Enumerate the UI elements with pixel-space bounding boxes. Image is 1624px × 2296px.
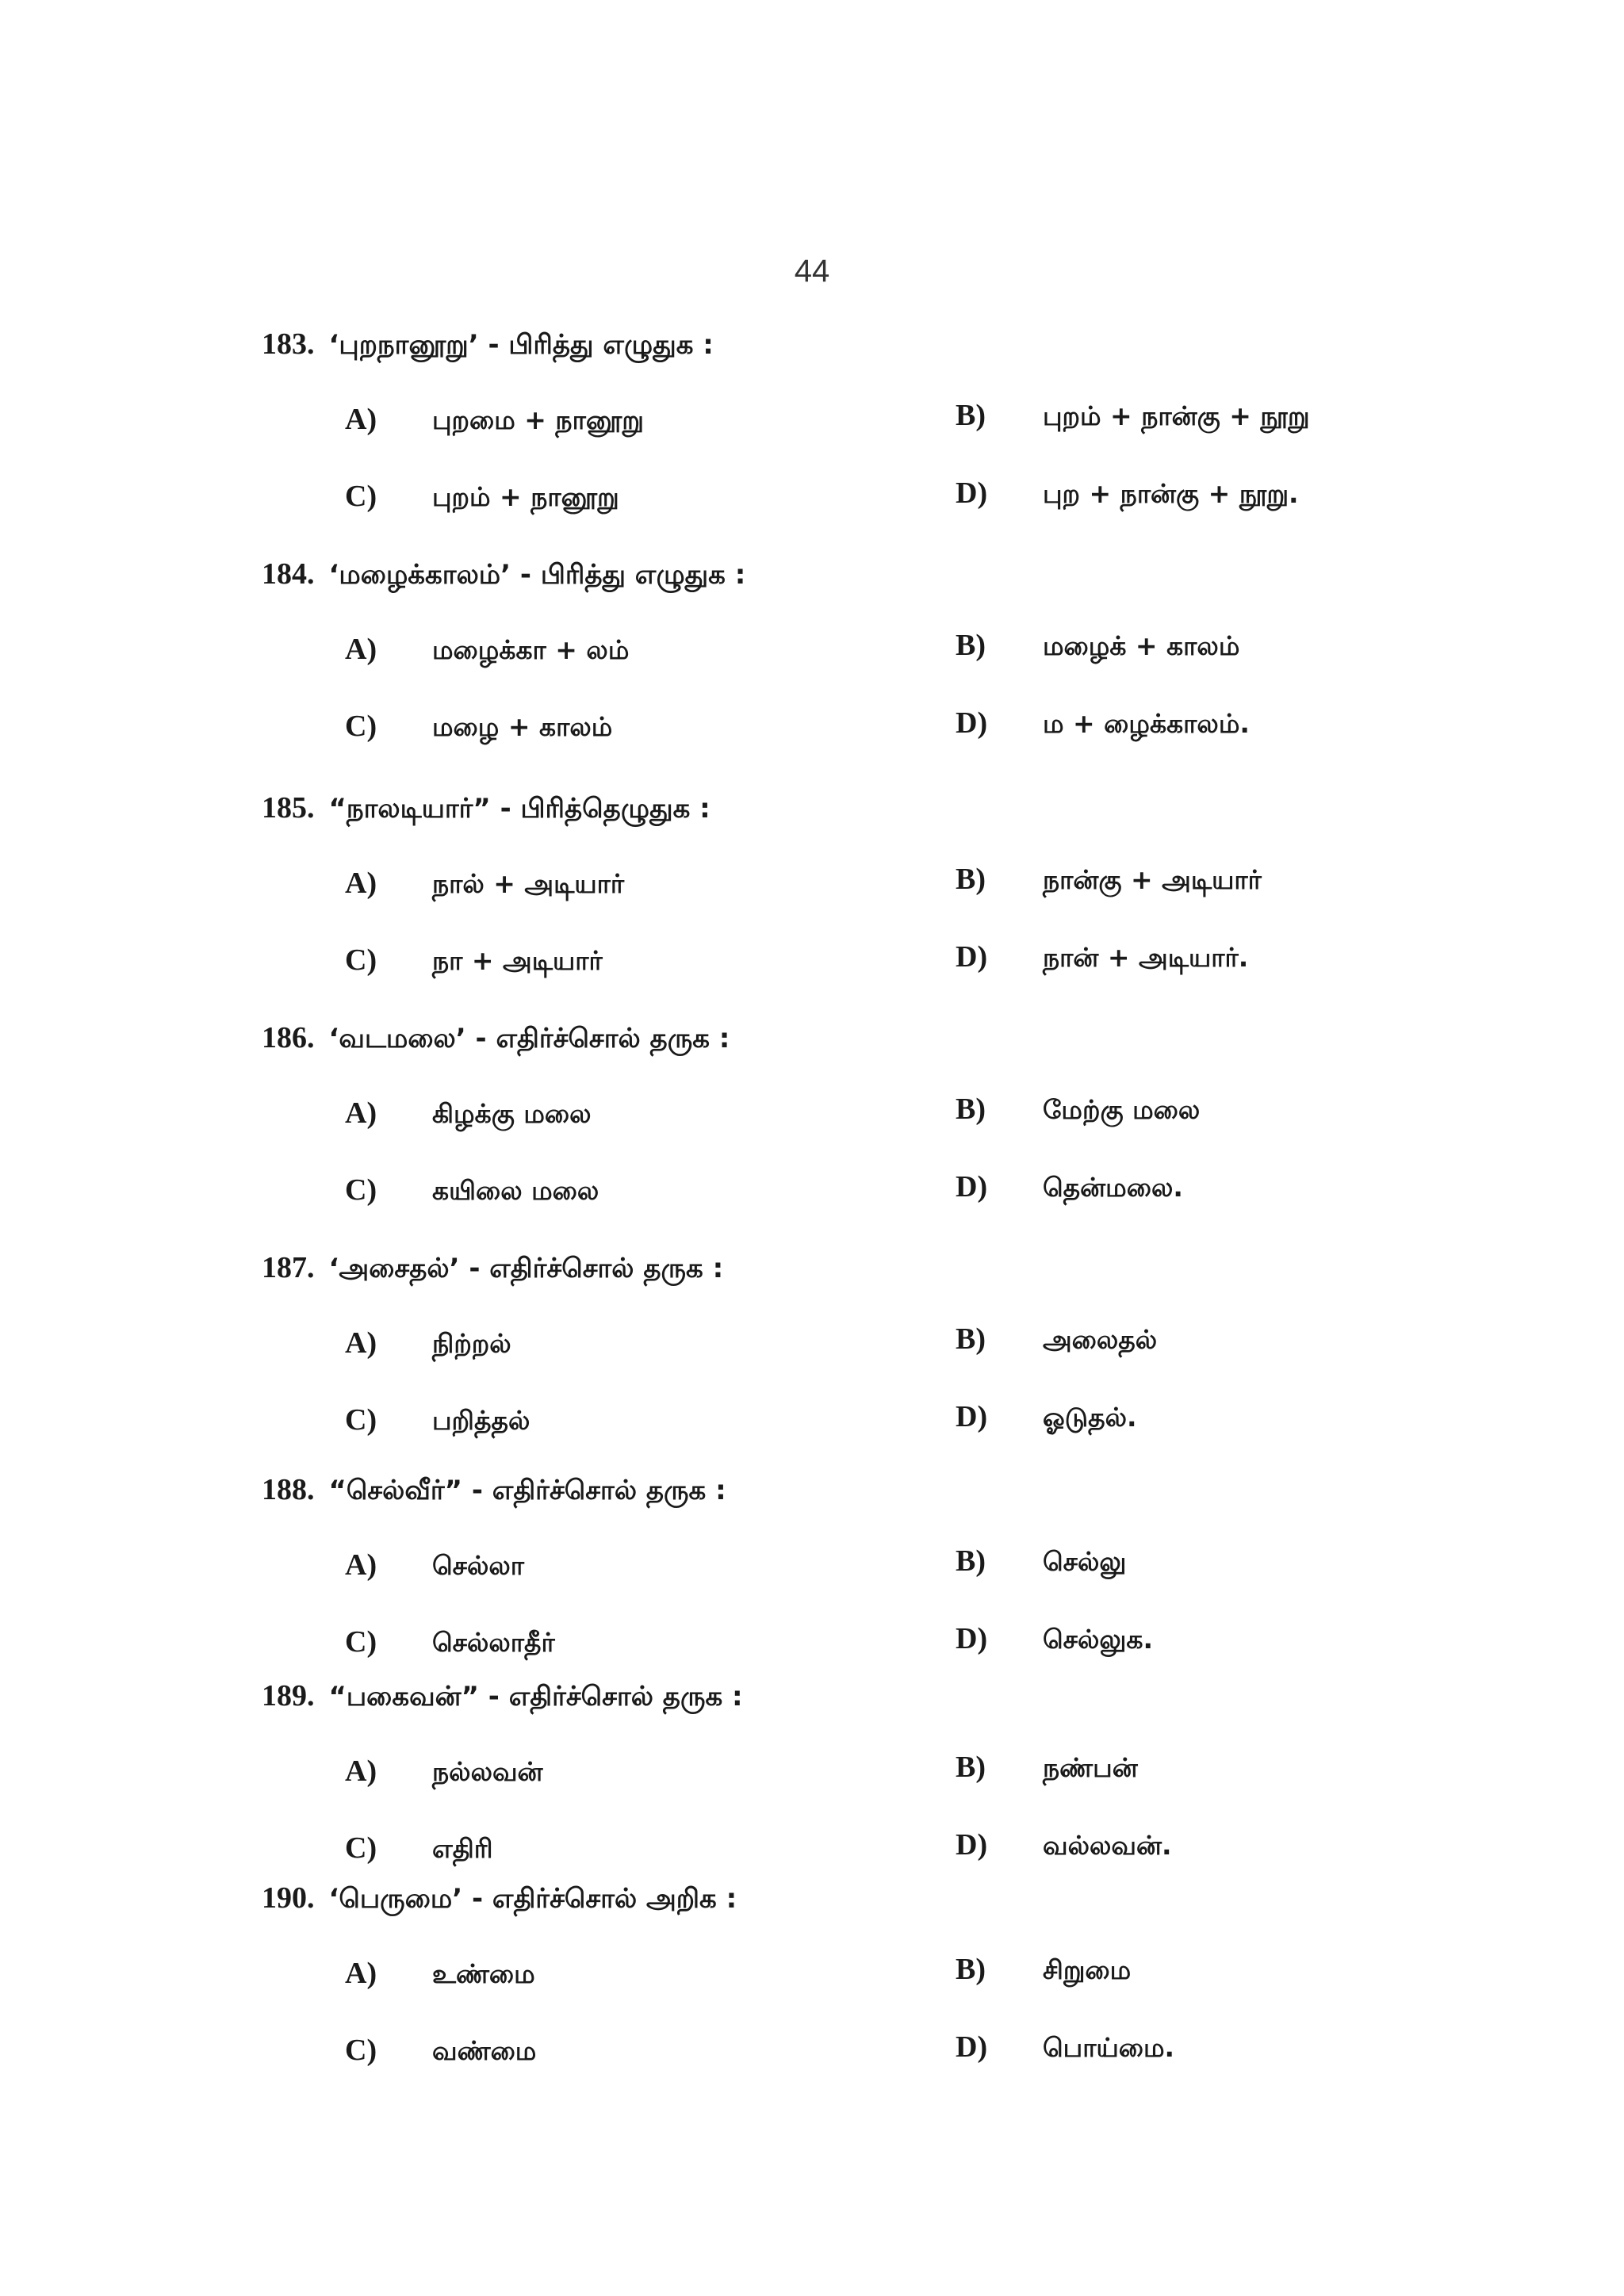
option-letter: D): [956, 476, 988, 510]
question-text: ‘பெருமை’ - எதிர்ச்சொல் அறிக :: [328, 1883, 737, 1915]
option-text: நான் + அடியார்.: [1043, 942, 1249, 973]
option-d: [956, 2032, 1174, 2062]
question-text: ‘வடமலை’ - எதிர்ச்சொல் தருக :: [328, 1023, 730, 1054]
option-c: [345, 711, 612, 741]
question-stem: [262, 1023, 730, 1053]
question-item: [0, 1681, 1624, 1911]
option-letter: A): [345, 1957, 377, 1990]
option-d: [956, 708, 1250, 738]
option-text: நால் + அடியார்: [432, 868, 625, 899]
option-letter: B): [956, 1322, 986, 1356]
option-letter: A): [345, 1548, 377, 1582]
option-text: எதிரி: [432, 1833, 493, 1864]
option-a: [345, 1958, 535, 1988]
option-letter: D): [956, 1170, 988, 1203]
option-text: நல்லவன்: [432, 1756, 543, 1787]
question-number: 190.: [262, 1881, 315, 1915]
question-text: “செல்வீர்” - எதிர்ச்சொல் தருக :: [328, 1475, 726, 1506]
option-text: நண்பன்: [1043, 1752, 1138, 1783]
question-item: [0, 559, 1624, 789]
option-a: [345, 1756, 543, 1786]
option-text: உண்மை: [432, 1958, 535, 1989]
question-text: ‘அசைதல்’ - எதிர்ச்சொல் தருக :: [328, 1253, 724, 1284]
option-letter: B): [956, 1544, 986, 1578]
option-b: [956, 1324, 1157, 1354]
option-letter: C): [345, 1831, 377, 1865]
option-a: [345, 404, 644, 434]
question-number: 184.: [262, 557, 315, 591]
option-text: மழைக்கா + லம்: [432, 634, 630, 665]
option-d: [956, 1172, 1183, 1202]
option-text: கிழக்கு மலை: [432, 1098, 592, 1129]
option-d: [956, 1402, 1137, 1432]
option-b: [956, 1546, 1126, 1576]
option-letter: C): [345, 480, 377, 513]
option-b: [956, 1954, 1131, 1984]
option-letter: A): [345, 867, 377, 900]
option-letter: A): [345, 1096, 377, 1130]
option-text: கயிலை மலை: [432, 1175, 599, 1206]
option-letter: C): [345, 2034, 377, 2067]
option-letter: B): [956, 1953, 986, 1986]
option-text: மழைக் + காலம்: [1043, 630, 1240, 661]
option-b: [956, 630, 1239, 660]
option-letter: C): [345, 943, 377, 977]
option-a: [345, 868, 624, 898]
option-letter: D): [956, 1622, 988, 1655]
option-letter: C): [345, 1403, 377, 1437]
option-text: செல்லாதீர்: [432, 1627, 555, 1658]
question-item: [0, 1253, 1624, 1483]
option-a: [345, 634, 629, 664]
question-number: 186.: [262, 1021, 315, 1054]
option-letter: A): [345, 403, 377, 436]
option-text: சிறுமை: [1043, 1954, 1132, 1985]
option-text: ஓடுதல்.: [1043, 1402, 1137, 1433]
question-text: ‘புறநானூறு’ - பிரித்து எழுதுக :: [328, 329, 714, 361]
question-stem: [262, 1475, 726, 1505]
option-letter: C): [345, 1173, 377, 1207]
option-b: [956, 1752, 1138, 1782]
option-text: நிற்றல்: [432, 1328, 511, 1359]
option-letter: B): [956, 399, 986, 432]
question-number: 189.: [262, 1679, 315, 1712]
question-item: [0, 793, 1624, 1023]
question-stem: [262, 1681, 743, 1711]
question-number: 188.: [262, 1473, 315, 1506]
option-b: [956, 1094, 1200, 1124]
option-d: [956, 1830, 1172, 1860]
option-a: [345, 1550, 524, 1580]
option-letter: B): [956, 629, 986, 662]
question-text: ‘மழைக்காலம்’ - பிரித்து எழுதுக :: [328, 559, 746, 591]
question-text: “நாலடியார்” - பிரித்தெழுதுக :: [328, 793, 710, 825]
question-stem: [262, 559, 745, 589]
option-b: [956, 400, 1310, 430]
option-a: [345, 1098, 592, 1128]
option-text: பறித்தல்: [432, 1405, 530, 1436]
question-item: [0, 329, 1624, 559]
option-text: நா + அடியார்: [432, 945, 603, 976]
option-letter: D): [956, 2030, 988, 2064]
option-letter: D): [956, 1400, 988, 1433]
option-text: செல்லுக.: [1043, 1624, 1153, 1655]
option-text: பொய்மை.: [1043, 2032, 1175, 2063]
question-item: [0, 1023, 1624, 1253]
option-c: [345, 945, 603, 975]
option-text: செல்லு: [1043, 1546, 1127, 1577]
option-letter: B): [956, 863, 986, 896]
option-c: [345, 1627, 555, 1657]
option-text: அலைதல்: [1043, 1324, 1158, 1355]
option-c: [345, 1175, 599, 1205]
option-text: வண்மை: [432, 2035, 537, 2066]
option-c: [345, 2035, 536, 2065]
question-item: [0, 1883, 1624, 2113]
option-letter: C): [345, 710, 377, 743]
option-letter: D): [956, 1828, 988, 1862]
option-text: மழை + காலம்: [432, 711, 613, 742]
option-letter: D): [956, 940, 988, 974]
option-text: செல்லா: [432, 1550, 524, 1581]
option-text: புறம் + நான்கு + நூறு: [1043, 400, 1310, 431]
option-text: புற + நான்கு + நூறு.: [1043, 478, 1299, 509]
question-number: 183.: [262, 327, 315, 361]
question-stem: [262, 1253, 723, 1283]
option-d: [956, 478, 1299, 508]
question-number: 185.: [262, 791, 315, 825]
option-letter: C): [345, 1625, 377, 1659]
option-text: தென்மலை.: [1043, 1172, 1183, 1203]
option-text: மேற்கு மலை: [1043, 1094, 1201, 1125]
option-c: [345, 1405, 530, 1435]
question-stem: [262, 1883, 737, 1913]
question-stem: [262, 793, 710, 823]
question-stem: [262, 329, 714, 359]
option-letter: A): [345, 1755, 377, 1788]
option-c: [345, 1833, 493, 1863]
option-letter: B): [956, 1751, 986, 1784]
page-number: 44: [794, 254, 830, 289]
option-letter: A): [345, 633, 377, 666]
option-a: [345, 1328, 511, 1358]
option-c: [345, 481, 619, 511]
option-text: புறமை + நானூறு: [432, 404, 644, 435]
option-text: ம + ழைக்காலம்.: [1043, 708, 1250, 739]
option-text: நான்கு + அடியார்: [1043, 864, 1262, 895]
option-letter: D): [956, 706, 988, 740]
option-text: புறம் + நானூறு: [432, 481, 619, 512]
option-letter: A): [345, 1326, 377, 1360]
option-d: [956, 1624, 1153, 1654]
question-item: [0, 1475, 1624, 1705]
option-text: வல்லவன்.: [1043, 1830, 1172, 1861]
option-b: [956, 864, 1262, 894]
option-d: [956, 942, 1248, 972]
question-number: 187.: [262, 1251, 315, 1284]
option-letter: B): [956, 1093, 986, 1126]
question-text: “பகைவன்” - எதிர்ச்சொல் தருக :: [328, 1681, 743, 1712]
